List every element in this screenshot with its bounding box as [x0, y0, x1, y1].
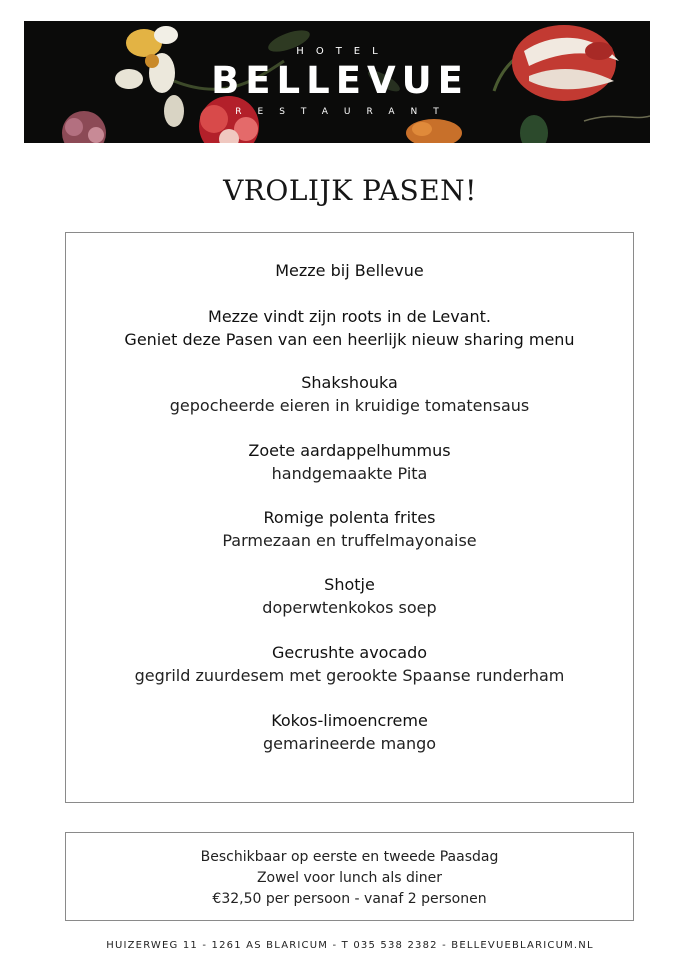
dish-name: Shotje	[324, 575, 375, 594]
availability-line: Zowel voor lunch als diner	[256, 870, 443, 886]
dish-description: gepocheerde eieren in kruidige tomatensaus	[169, 396, 530, 415]
brand-hotel-text: HOTEL	[296, 46, 390, 57]
dish-name: Gecrushte avocado	[271, 643, 428, 662]
price-line: €32,50 per persoon - vanaf 2 personen	[212, 891, 487, 907]
dish-name: Shakshouka	[301, 373, 398, 392]
brand-logo	[24, 21, 650, 143]
brand-name: BELLEVUE	[211, 59, 469, 102]
dish-item	[66, 439, 633, 485]
menu-intro-text	[66, 305, 633, 351]
menu-panel	[65, 232, 634, 803]
dish-description: gemarineerde mango	[262, 734, 437, 753]
dish-description: gegrild zuurdesem met gerookte Spaanse runderham	[134, 666, 565, 685]
dish-name: Kokos-limoencreme	[271, 711, 428, 730]
dish-description: Parmezaan en truffelmayonaise	[222, 531, 477, 550]
availability-line: Beschikbaar op eerste en tweede Paasdag	[200, 849, 499, 865]
page-title: VROLIJK PASEN!	[223, 174, 477, 207]
brand-restaurant-text: RESTAURANT	[235, 107, 455, 117]
intro-line: Geniet deze Pasen van een heerlijk nieuw sharing menu	[124, 330, 575, 349]
footer-contact: HUIZERWEG 11 - 1261 AS BLARICUM - T 035 538 2382 - BELLEVUEBLARICUM.NL	[106, 940, 594, 951]
dish-description: doperwtenkokos soep	[262, 598, 437, 617]
header-banner	[24, 21, 650, 143]
dish-name: Romige polenta frites	[263, 508, 436, 527]
dish-description: handgemaakte Pita	[271, 464, 428, 483]
dish-item	[66, 371, 633, 417]
dish-item	[66, 641, 633, 687]
dish-item	[66, 573, 633, 619]
dish-name: Zoete aardappelhummus	[248, 441, 451, 460]
dish-item	[66, 506, 633, 552]
availability-panel	[65, 832, 634, 921]
dish-item	[66, 709, 633, 755]
intro-line: Mezze vindt zijn roots in de Levant.	[208, 307, 491, 326]
menu-intro-title: Mezze bij Bellevue	[275, 261, 424, 280]
